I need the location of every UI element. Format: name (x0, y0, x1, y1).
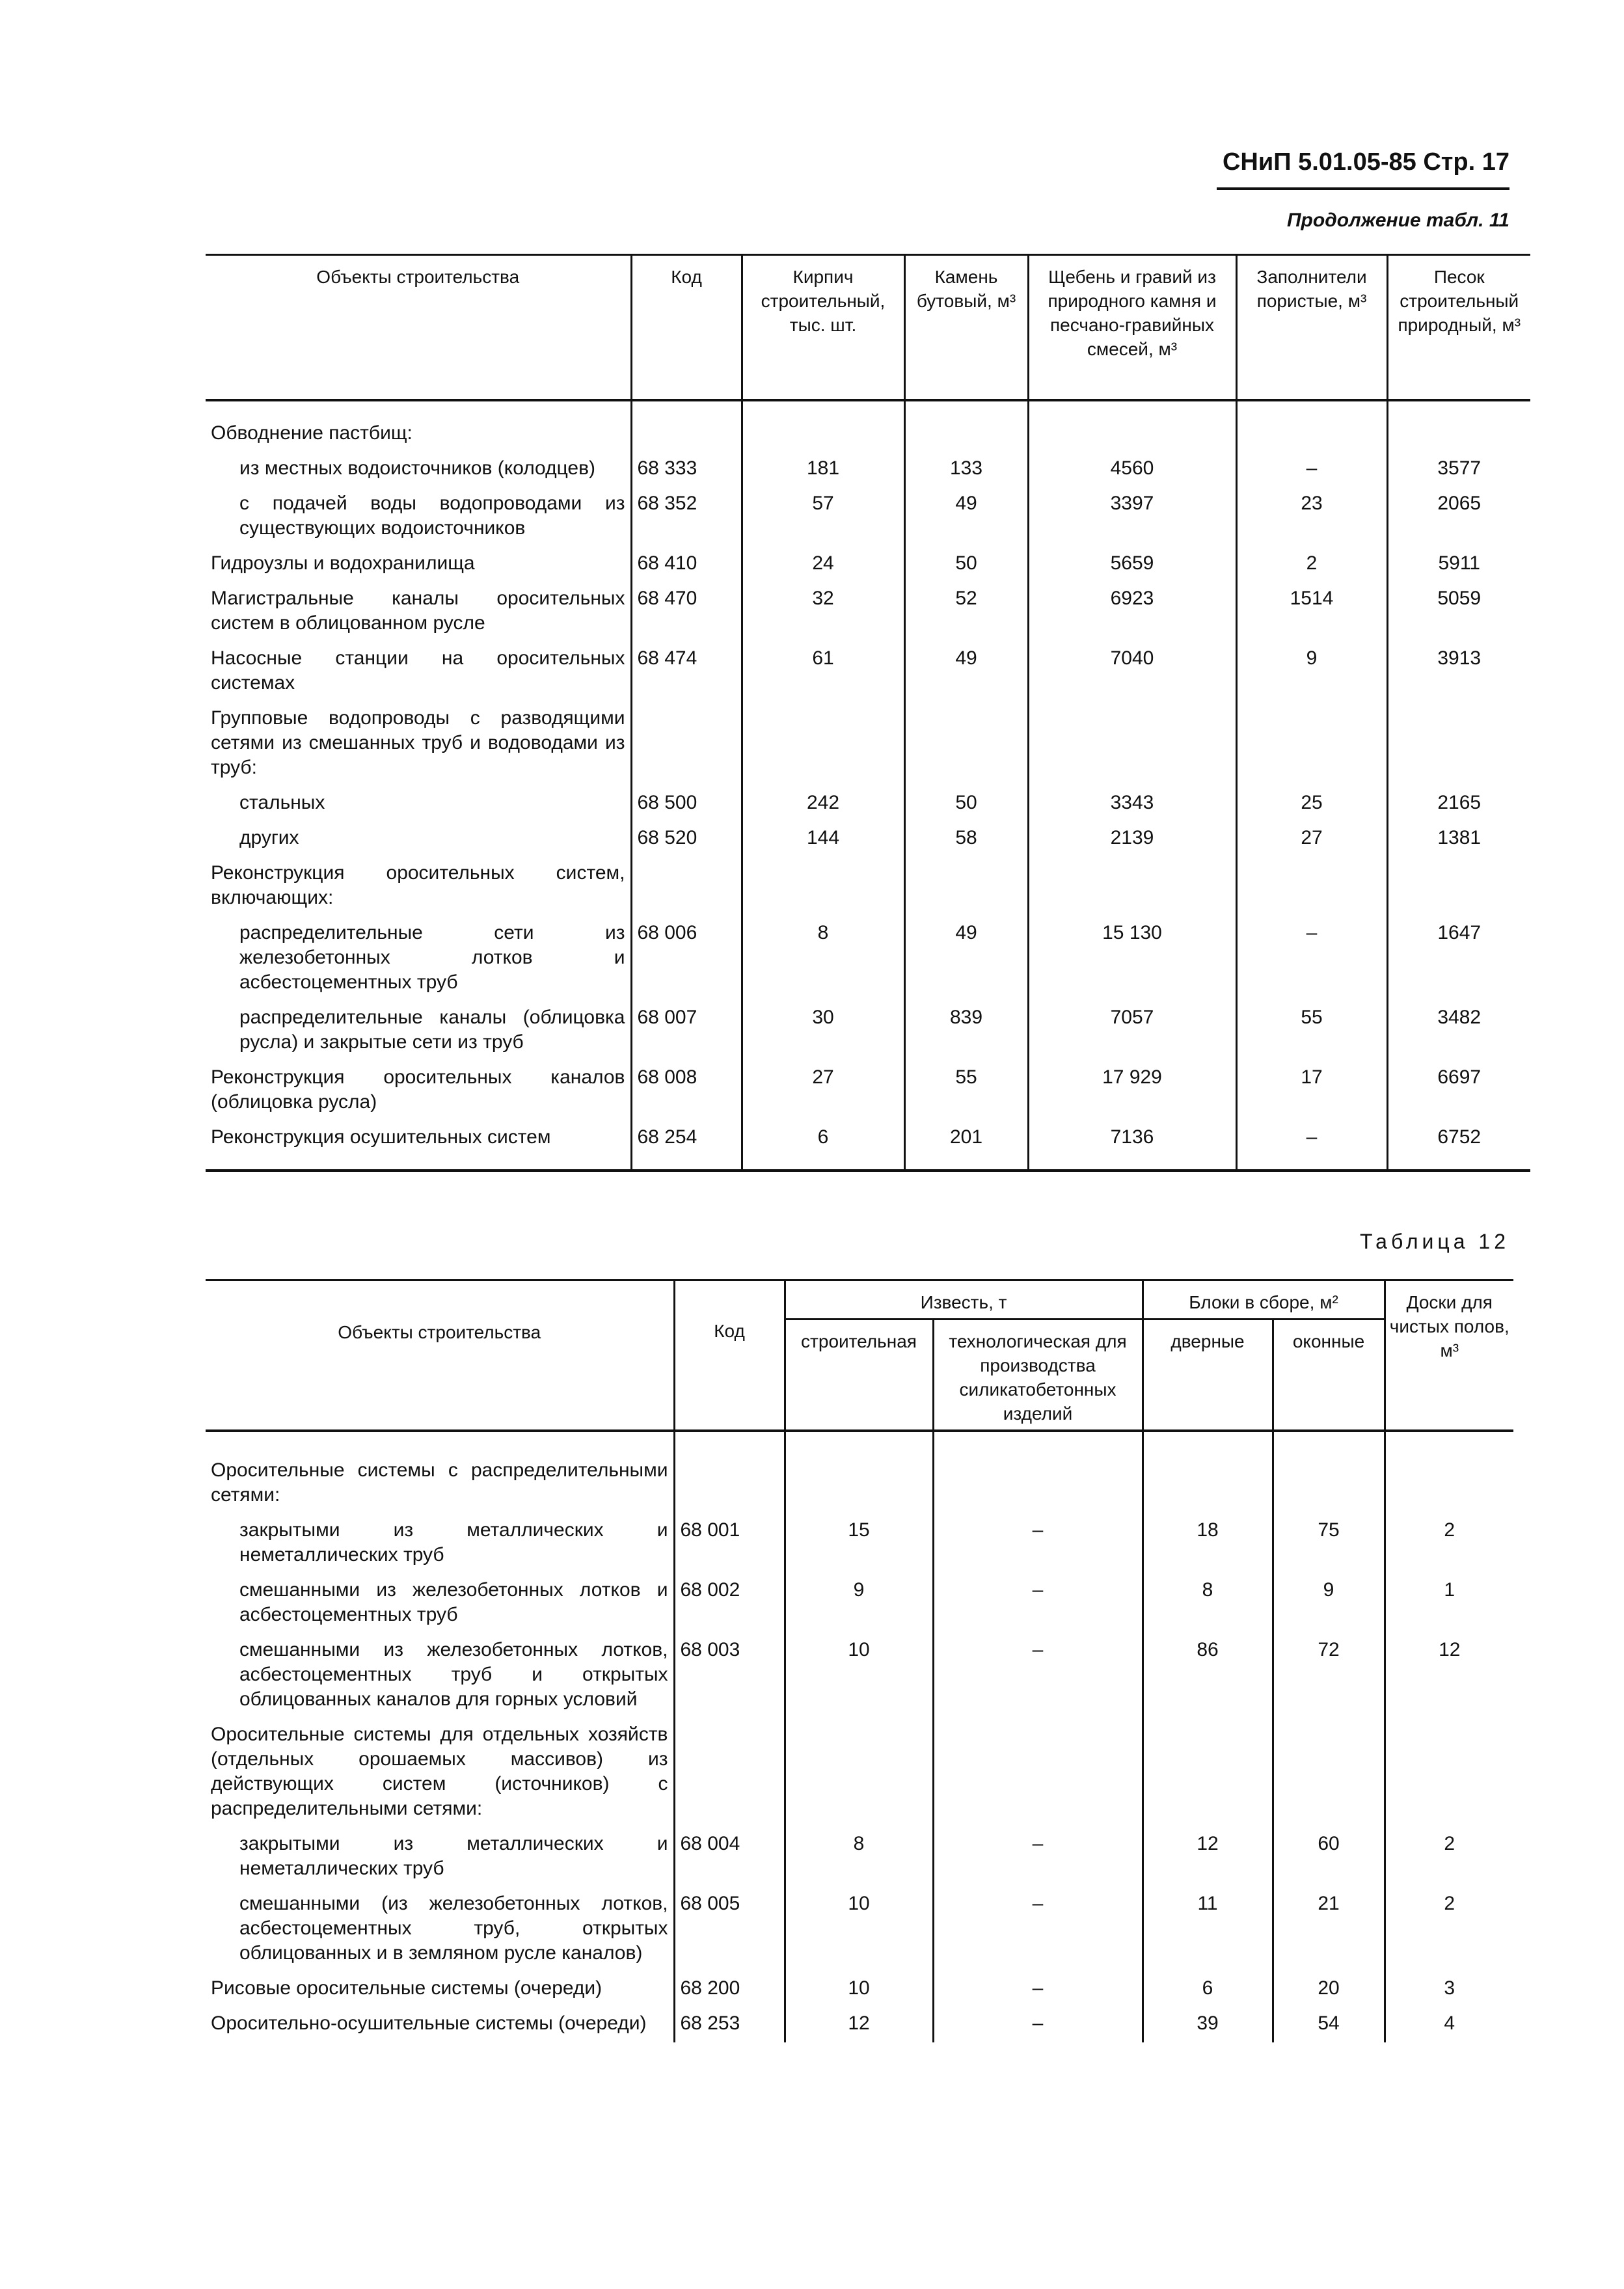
table-row (206, 1574, 1513, 1634)
row-code (631, 400, 742, 452)
row-value: 7040 (1028, 642, 1236, 702)
row-value: 3482 (1387, 1001, 1530, 1061)
column-header: Доски для чистых полов, м³ (1385, 1280, 1513, 1431)
row-value: – (933, 1972, 1143, 2007)
row-value: 8 (1143, 1574, 1273, 1634)
row-value (1143, 1431, 1273, 1514)
row-value (1385, 1431, 1513, 1514)
row-value (1387, 857, 1530, 917)
row-code: 68 004 (674, 1828, 785, 1888)
column-header: строительная (785, 1320, 933, 1431)
table-row (206, 1888, 1513, 1972)
column-header: технологическая для производства силикатобетонных изделий (933, 1320, 1143, 1431)
row-value (933, 1718, 1143, 1828)
row-value (1028, 702, 1236, 787)
row-value: – (933, 1574, 1143, 1634)
column-header: Код (631, 255, 742, 401)
row-value (785, 1431, 933, 1514)
row-value: 10 (785, 1972, 933, 2007)
row-value: 58 (904, 822, 1028, 857)
row-object-name: распределительные сети из железобетонных лотков и асбестоцементных труб (239, 922, 625, 993)
row-value: 17 (1236, 1061, 1387, 1121)
row-value: 4 (1385, 2007, 1513, 2042)
row-value: 55 (1236, 1001, 1387, 1061)
row-value: 6 (1143, 1972, 1273, 2007)
row-value: 6 (742, 1121, 904, 1171)
table-12 (206, 1279, 1513, 2042)
row-code (631, 702, 742, 787)
row-value: 24 (742, 547, 904, 582)
row-value (904, 702, 1028, 787)
row-object-name: закрытыми из металлических и неметаллических труб (239, 1833, 668, 1879)
row-value (1273, 1431, 1385, 1514)
row-value: 8 (742, 917, 904, 1001)
table-row (206, 857, 1530, 917)
row-object-name: Реконструкция оросительных систем, включающих: (211, 862, 625, 908)
row-object-name: смешанными из железобетонных лотков и асбестоцементных труб (239, 1579, 668, 1625)
row-value: 50 (904, 787, 1028, 822)
row-code: 68 005 (674, 1888, 785, 1972)
row-code: 68 352 (631, 487, 742, 547)
row-object-name: смешанными (из железобетонных лотков, асбестоцементных труб, открытых облицованных и в земляном русле каналов) (239, 1893, 668, 1964)
row-object-name: смешанными из железобетонных лотков, асбестоцементных труб и открытых облицованных каналов для горных условий (239, 1639, 668, 1710)
row-value: 133 (904, 452, 1028, 487)
row-value: 20 (1273, 1972, 1385, 2007)
row-value: 12 (1143, 1828, 1273, 1888)
row-value (904, 857, 1028, 917)
row-value (1028, 400, 1236, 452)
row-value: 11 (1143, 1888, 1273, 1972)
row-value: 25 (1236, 787, 1387, 822)
column-header: Камень бутовый, м³ (904, 255, 1028, 401)
table-row (206, 642, 1530, 702)
row-value: 17 929 (1028, 1061, 1236, 1121)
row-value: 27 (1236, 822, 1387, 857)
row-object-name: закрытыми из металлических и неметаллических труб (239, 1519, 668, 1565)
row-value: 4560 (1028, 452, 1236, 487)
row-value: 12 (1385, 1634, 1513, 1718)
row-value (785, 1718, 933, 1828)
row-code: 68 003 (674, 1634, 785, 1718)
row-value: 21 (1273, 1888, 1385, 1972)
row-value: 9 (785, 1574, 933, 1634)
row-value: 242 (742, 787, 904, 822)
row-value: 839 (904, 1001, 1028, 1061)
table-continuation-label: Продолжение табл. 11 (1286, 210, 1509, 231)
row-code: 68 006 (631, 917, 742, 1001)
row-value: – (933, 1514, 1143, 1574)
table-12-caption: Таблица 12 (1360, 1230, 1509, 1253)
row-value: – (933, 1634, 1143, 1718)
row-value: 10 (785, 1634, 933, 1718)
row-value: 15 130 (1028, 917, 1236, 1001)
row-value: 12 (785, 2007, 933, 2042)
table-row (206, 547, 1530, 582)
row-value: 55 (904, 1061, 1028, 1121)
column-group-header: Блоки в сборе, м² (1143, 1280, 1385, 1320)
table-row (206, 1001, 1530, 1061)
row-value: 2 (1385, 1888, 1513, 1972)
column-group-header: Известь, т (785, 1280, 1143, 1320)
row-code: 68 200 (674, 1972, 785, 2007)
row-code: 68 500 (631, 787, 742, 822)
table-row (206, 1634, 1513, 1718)
row-value: 18 (1143, 1514, 1273, 1574)
row-value: 75 (1273, 1514, 1385, 1574)
row-object-name: с подачей воды водопроводами из существующих водоисточников (239, 493, 625, 539)
row-value: – (1236, 917, 1387, 1001)
row-value: 30 (742, 1001, 904, 1061)
row-value: 5059 (1387, 582, 1530, 642)
table-row (206, 1828, 1513, 1888)
column-header: Кирпич строительный, тыс. шт. (742, 255, 904, 401)
row-value: 181 (742, 452, 904, 487)
row-value: 7136 (1028, 1121, 1236, 1171)
table-row (206, 400, 1530, 452)
row-value: 2165 (1387, 787, 1530, 822)
row-value: – (1236, 1121, 1387, 1171)
row-value: 1647 (1387, 917, 1530, 1001)
row-object-name: Гидроузлы и водохранилища (211, 552, 475, 574)
row-object-name: Рисовые оросительные системы (очереди) (211, 1977, 602, 1999)
row-code (631, 857, 742, 917)
row-object-name: Насосные станции на оросительных системах (211, 647, 625, 694)
row-code: 68 333 (631, 452, 742, 487)
page-header: СНиП 5.01.05-85 Стр. 17 (1217, 148, 1509, 190)
row-code: 68 470 (631, 582, 742, 642)
row-code: 68 474 (631, 642, 742, 702)
row-value: 57 (742, 487, 904, 547)
column-header: Заполнители пористые, м³ (1236, 255, 1387, 401)
row-value: 201 (904, 1121, 1028, 1171)
row-value: 50 (904, 547, 1028, 582)
column-header: оконные (1273, 1320, 1385, 1431)
row-value: 3397 (1028, 487, 1236, 547)
table-row (206, 1121, 1530, 1171)
row-value (742, 400, 904, 452)
row-code: 68 254 (631, 1121, 742, 1171)
table-row (206, 487, 1530, 547)
row-value (904, 400, 1028, 452)
row-value: 6752 (1387, 1121, 1530, 1171)
row-object-name: Групповые водопроводы с разводящими сетями из смешанных труб и водоводами из труб: (211, 707, 625, 778)
column-header: Код (674, 1280, 785, 1431)
row-value: 3343 (1028, 787, 1236, 822)
row-object-name: других (239, 827, 299, 848)
row-object-name: Оросительные системы с распределительными сетями: (211, 1459, 668, 1506)
row-value: 49 (904, 642, 1028, 702)
row-object-name: Реконструкция оросительных каналов (облицовка русла) (211, 1066, 625, 1113)
table-row (206, 1514, 1513, 1574)
table-row (206, 822, 1530, 857)
row-value: 60 (1273, 1828, 1385, 1888)
row-value: – (933, 1888, 1143, 1972)
column-header: Песок строительный природный, м³ (1387, 255, 1530, 401)
row-value: 32 (742, 582, 904, 642)
row-value: 144 (742, 822, 904, 857)
row-value: 54 (1273, 2007, 1385, 2042)
row-value: 1381 (1387, 822, 1530, 857)
row-value (1143, 1718, 1273, 1828)
row-code (674, 1718, 785, 1828)
row-value (1236, 702, 1387, 787)
row-value: 9 (1236, 642, 1387, 702)
column-header: Объекты строительства (206, 255, 631, 401)
row-value: 1514 (1236, 582, 1387, 642)
row-code: 68 007 (631, 1001, 742, 1061)
table-row (206, 787, 1530, 822)
row-value: 10 (785, 1888, 933, 1972)
row-code: 68 001 (674, 1514, 785, 1574)
row-value: 7057 (1028, 1001, 1236, 1061)
row-value: 49 (904, 487, 1028, 547)
row-code: 68 410 (631, 547, 742, 582)
column-header: Щебень и гравий из природного камня и песчано-гравийных смесей, м³ (1028, 255, 1236, 401)
row-value (742, 857, 904, 917)
table-row (206, 917, 1530, 1001)
row-value: 1 (1385, 1574, 1513, 1634)
row-value: 3577 (1387, 452, 1530, 487)
row-value: 52 (904, 582, 1028, 642)
row-object-name: распределительные каналы (облицовка русла) и закрытые сети из труб (239, 1007, 625, 1053)
row-value (1236, 857, 1387, 917)
row-value: 3913 (1387, 642, 1530, 702)
row-object-name: Магистральные каналы оросительных систем в облицованном русле (211, 588, 625, 634)
row-object-name: Обводнение пастбищ: (211, 422, 413, 444)
row-code: 68 253 (674, 2007, 785, 2042)
column-header: Объекты строительства (206, 1280, 674, 1431)
row-value: – (933, 1828, 1143, 1888)
table-row (206, 2007, 1513, 2042)
table-11 (206, 254, 1530, 1172)
row-code: 68 002 (674, 1574, 785, 1634)
table-row (206, 452, 1530, 487)
table-row (206, 1718, 1513, 1828)
row-value: 39 (1143, 2007, 1273, 2042)
table-row (206, 702, 1530, 787)
row-value (1387, 400, 1530, 452)
row-value: 2065 (1387, 487, 1530, 547)
row-value: 27 (742, 1061, 904, 1121)
table-row (206, 582, 1530, 642)
row-value: 86 (1143, 1634, 1273, 1718)
row-value: 2 (1236, 547, 1387, 582)
row-object-name: из местных водоисточников (колодцев) (239, 457, 596, 479)
row-value: 8 (785, 1828, 933, 1888)
row-value: 2139 (1028, 822, 1236, 857)
row-value: – (1236, 452, 1387, 487)
row-object-name: Оросительно-осушительные системы (очереди) (211, 2012, 647, 2034)
row-value: 6923 (1028, 582, 1236, 642)
row-value: 15 (785, 1514, 933, 1574)
row-value (933, 1431, 1143, 1514)
row-value: 5659 (1028, 547, 1236, 582)
row-code (674, 1431, 785, 1514)
row-code: 68 008 (631, 1061, 742, 1121)
row-value: 2 (1385, 1514, 1513, 1574)
row-value: 23 (1236, 487, 1387, 547)
row-value: 6697 (1387, 1061, 1530, 1121)
row-value: 2 (1385, 1828, 1513, 1888)
row-object-name: стальных (239, 792, 325, 813)
row-value: – (933, 2007, 1143, 2042)
row-value (1273, 1718, 1385, 1828)
row-object-name: Оросительные системы для отдельных хозяйств (отдельных орошаемых массивов) из действующих систем (источников) с распределительными сетями: (211, 1724, 668, 1819)
row-value: 3 (1385, 1972, 1513, 2007)
row-value (1385, 1718, 1513, 1828)
table-row (206, 1972, 1513, 2007)
row-value (742, 702, 904, 787)
row-value: 72 (1273, 1634, 1385, 1718)
row-value: 49 (904, 917, 1028, 1001)
row-value: 61 (742, 642, 904, 702)
table-row (206, 1061, 1530, 1121)
row-value: 9 (1273, 1574, 1385, 1634)
row-value (1387, 702, 1530, 787)
column-header: дверные (1143, 1320, 1273, 1431)
row-object-name: Реконструкция осушительных систем (206, 1121, 631, 1171)
table-row (206, 1431, 1513, 1514)
row-value: 5911 (1387, 547, 1530, 582)
row-value (1028, 857, 1236, 917)
row-value (1236, 400, 1387, 452)
row-code: 68 520 (631, 822, 742, 857)
